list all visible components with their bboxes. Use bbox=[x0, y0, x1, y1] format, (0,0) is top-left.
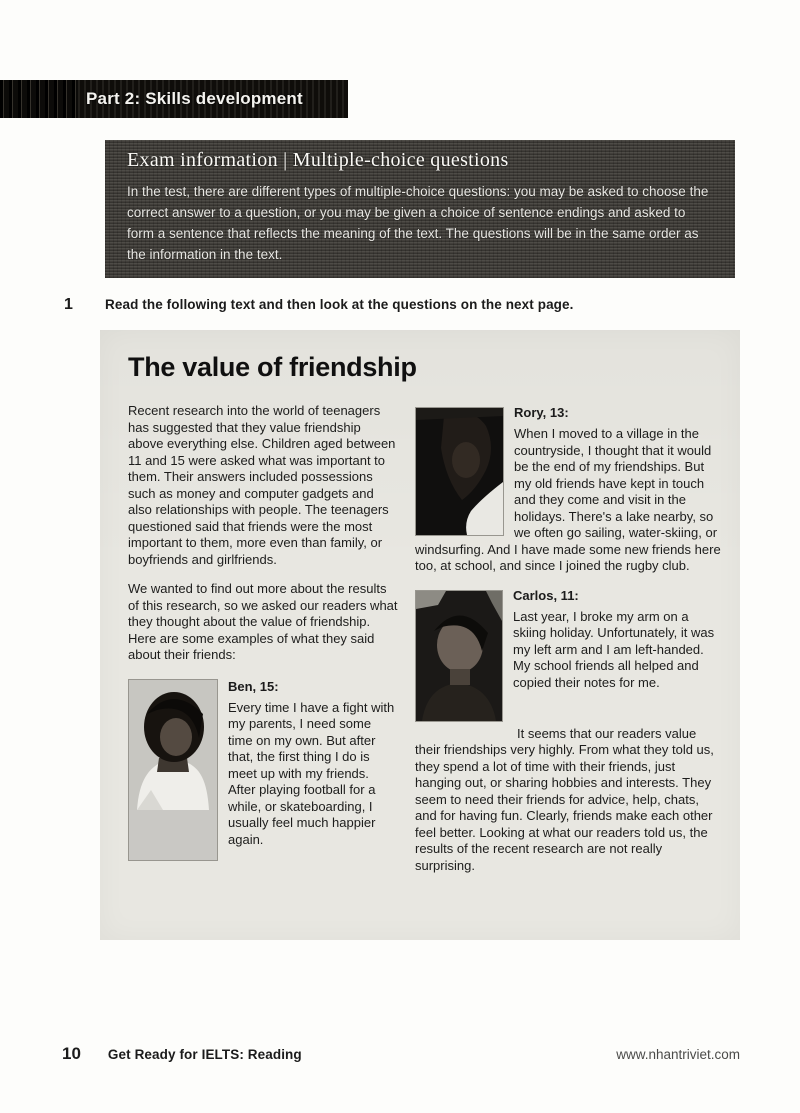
exam-info-body: In the test, there are different types of multiple-choice questions: you may be asked to choose the correct answer to a question, or you may be given a choice of sentence endings and asked to form a sentence that reflects the meaning of the text. The questions will be in the same order as the information in the text. bbox=[127, 184, 709, 263]
ben-portrait-silhouette bbox=[128, 679, 218, 862]
exercise-row bbox=[64, 296, 740, 314]
rory-portrait-silhouette bbox=[415, 407, 504, 536]
profile-rory bbox=[415, 405, 723, 575]
passage-columns bbox=[128, 403, 723, 887]
website-url: www.nhantriviet.com bbox=[616, 1047, 740, 1062]
profile-name: Carlos, 11: bbox=[513, 587, 579, 603]
profile-text: Every time I have a fight with my parents, I need some time on my own. But after that, the first thing I do is meet up with my friends. After playing football for a while, or skateboarding, I usually feel much happier again. bbox=[228, 699, 395, 847]
profile-name: Ben, 15: bbox=[228, 678, 279, 694]
passage-paragraph-2: We wanted to find out more about the results of this research, so we asked our readers what they thought about the value of friendship. Here are some examples of what they said about their friends: bbox=[128, 581, 398, 662]
book-title: Get Ready for IELTS: Reading bbox=[107, 1047, 302, 1062]
passage-right-column bbox=[415, 403, 723, 887]
profile-name: Rory, 13: bbox=[514, 405, 569, 420]
exam-info-title: Exam information | Multiple-choice questions bbox=[127, 149, 509, 171]
profile-carlos bbox=[415, 588, 723, 692]
profile-ben-body bbox=[228, 677, 398, 862]
exercise-number: 1 bbox=[64, 296, 73, 313]
exam-info-box bbox=[105, 140, 735, 278]
section-header-bar bbox=[0, 80, 348, 118]
page-footer bbox=[0, 1044, 800, 1064]
exercise-instruction: Read the following text and then look at the questions on the next page. bbox=[105, 297, 574, 312]
section-title: Part 2: Skills development bbox=[86, 89, 303, 108]
profile-text: When I moved to a village in the countryside, I thought that it would be the end of my friendships. But my old friends have kept in touch and they come and visit in the holidays. There's a lake nearby, so we often go sailing, water-skiing, or windsurfing. And I have made some new friends here too, at school, and since I joined the rugby club. bbox=[415, 426, 721, 573]
carlos-portrait-silhouette bbox=[415, 590, 503, 722]
passage-paragraph-1: Recent research into the world of teenagers has suggested that they value friendship above everything else. Children aged between 11 and 15 were asked what was important to them. Their answers included possessions such as money and computer gadgets and also relationships with people. The teenagers questioned said that friends were the most important to them, more even than family, or boyfriends and girlfriends. bbox=[128, 403, 396, 567]
profile-ben bbox=[128, 677, 398, 862]
profile-text: Last year, I broke my arm on a skiing holiday. Unfortunately, it was my left arm and I am left-handed. My school friends all helped and copied their notes for me. bbox=[513, 608, 715, 690]
passage-title: The value of friendship bbox=[128, 352, 417, 382]
closing-paragraph: It seems that our readers value their friendships very highly. From what they told us, they spend a lot of time with their friends, just hanging out, or sharing hobbies and interests. They seem to need their friends for advice, help, chats, and for having fun. Clearly, friends make each other feel better. Looking at what our readers told us, the results of the recent research are not really surprising. bbox=[415, 725, 714, 873]
reading-passage-box bbox=[100, 330, 740, 940]
page-number: 10 bbox=[62, 1044, 81, 1063]
passage-left-column bbox=[128, 403, 398, 887]
